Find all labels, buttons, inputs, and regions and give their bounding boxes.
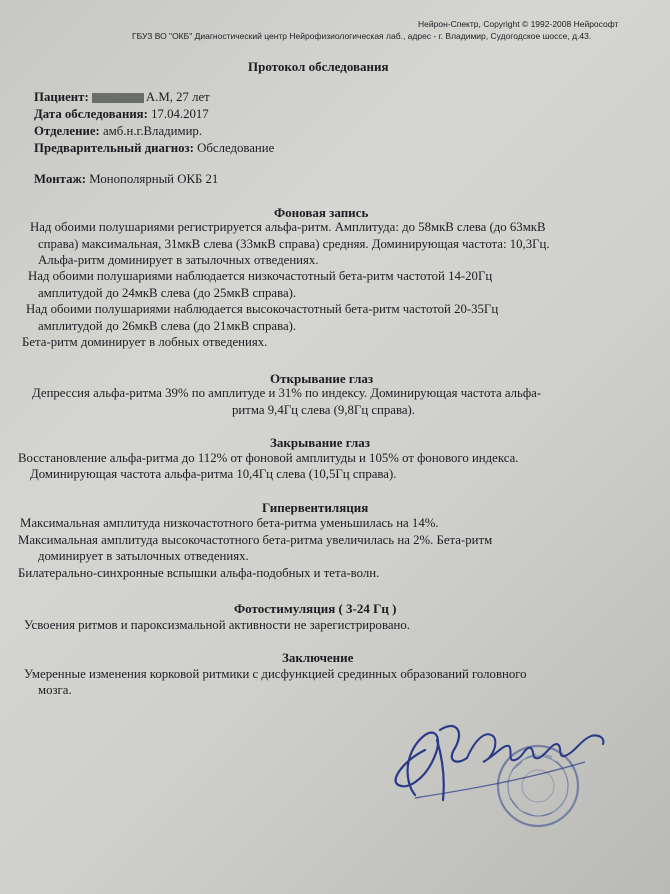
section-line: Над обоими полушариями регистрируется альфа-ритм. Амплитуда: до 58мкВ слева (до 63мкВ xyxy=(30,220,546,234)
section-title-eyes-open: Открывание глаз xyxy=(270,371,374,386)
section-line: Максимальная амплитуда низкочастотного бета-ритма уменьшилась на 14%. xyxy=(20,516,439,530)
section-line: справа) максимальная, 31мкВ слева (33мкВ справа) средняя. Доминирующая частота: 10,3Гц. xyxy=(38,237,550,251)
section-title-conclusion: Заключение xyxy=(282,650,354,665)
diagnosis-label: Предварительный диагноз: xyxy=(34,141,194,155)
section-line: Умеренные изменения корковой ритмики с дисфункцией срединных образований головного xyxy=(24,667,527,681)
section-line: Максимальная амплитуда высокочастотного бета-ритма увеличилась на 2%. Бета-ритм xyxy=(18,533,493,547)
diagnosis-value: Обследование xyxy=(197,141,275,155)
section-line: Депрессия альфа-ритма 39% по амплитуде и 31% по индексу. Доминирующая частота альфа- xyxy=(32,386,542,400)
section-line: амплитудой до 24мкВ слева (до 25мкВ справа). xyxy=(38,286,297,300)
redacted-name xyxy=(92,93,144,103)
department-value: амб.н.г.Владимир. xyxy=(102,124,203,138)
section-line: мозга. xyxy=(38,683,72,697)
section-line: доминирует в затылочных отведениях. xyxy=(38,549,249,563)
section-line: Альфа-ритм доминирует в затылочных отведениях. xyxy=(38,253,319,267)
section-line: Над обоими полушариями наблюдается высокочастотный бета-ритм частотой 20-35Гц xyxy=(26,302,499,316)
exam-date-value: 17.04.2017 xyxy=(151,107,209,121)
section-line: амплитудой до 26мкВ слева (до 21мкВ справа). xyxy=(38,319,297,333)
handwritten-signature-icon xyxy=(385,700,615,810)
header-institution-line: ГБУЗ ВО "ОКБ" Диагностический центр Нейрофизиологическая лаб., адрес - г. Владимир, Судогодское шоссе, д.43. xyxy=(132,31,592,41)
section-line: Восстановление альфа-ритма до 112% от фоновой амплитуды и 105% от фонового индекса. xyxy=(18,451,519,465)
section-line: Билатерально-синхронные вспышки альфа-подобных и тета-волн. xyxy=(18,566,380,580)
section-line: Над обоими полушариями наблюдается низкочастотный бета-ритм частотой 14-20Гц xyxy=(28,269,493,283)
section-line: Доминирующая частота альфа-ритма 10,4Гц слева (10,5Гц справа). xyxy=(30,467,397,481)
section-title-background: Фоновая запись xyxy=(274,205,369,220)
patient-value: А.М, 27 лет xyxy=(145,90,210,104)
montage-line xyxy=(34,172,218,187)
patient-line xyxy=(34,90,210,105)
diagnosis-line xyxy=(34,141,274,156)
patient-label: Пациент: xyxy=(34,90,89,104)
section-title-hyperventilation: Гипервентиляция xyxy=(262,500,369,515)
section-title-eyes-closed: Закрывание глаз xyxy=(270,435,371,450)
exam-date-label: Дата обследования: xyxy=(34,107,148,121)
section-title-photostimulation: Фотостимуляция ( 3-24 Гц ) xyxy=(234,601,397,616)
montage-value: Монополярный ОКБ 21 xyxy=(89,172,219,186)
department-line xyxy=(34,124,202,139)
exam-date-line xyxy=(34,107,209,122)
section-line: Бета-ритм доминирует в лобных отведениях. xyxy=(22,335,268,349)
section-line: Усвоения ритмов и пароксизмальной активности не зарегистрировано. xyxy=(24,618,410,632)
page-title: Протокол обследования xyxy=(248,59,389,74)
header-software-line: Нейрон-Спектр, Copyright © 1992-2008 Нейрософт xyxy=(418,19,619,29)
department-label: Отделение: xyxy=(34,124,100,138)
montage-label: Монтаж: xyxy=(34,172,87,186)
section-line: ритма 9,4Гц слева (9,8Гц справа). xyxy=(232,403,415,417)
